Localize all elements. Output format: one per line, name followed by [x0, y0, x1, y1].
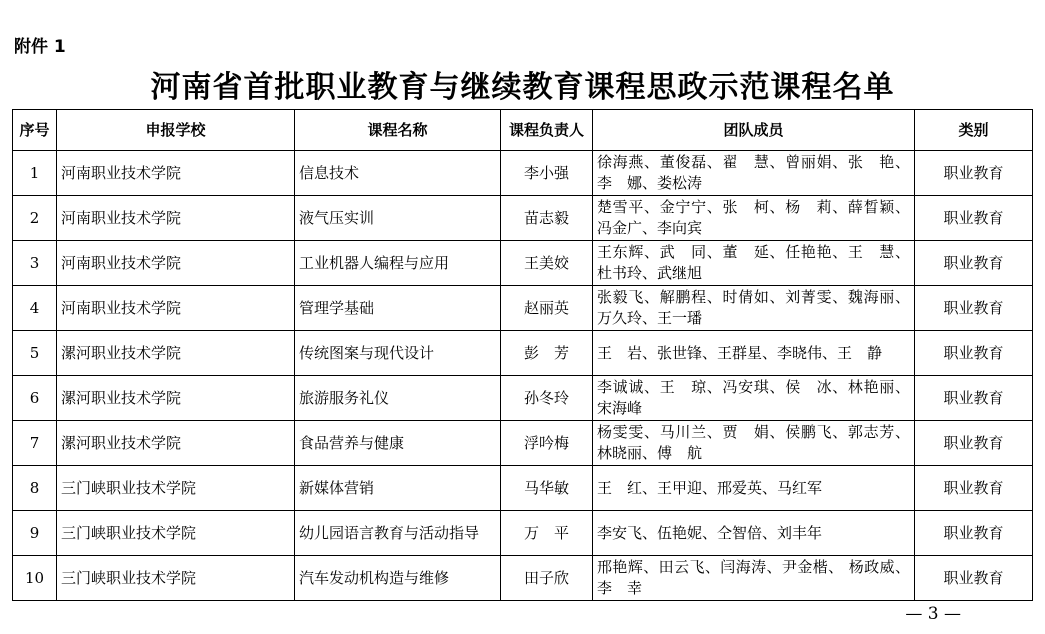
cell-leader: 马华敏	[501, 466, 593, 511]
page-number: — 3 —	[905, 604, 961, 624]
cell-seq: 7	[13, 421, 57, 466]
header-school: 申报学校	[57, 110, 295, 151]
document-title: 河南省首批职业教育与继续教育课程思政示范课程名单	[150, 70, 895, 105]
table-row	[13, 556, 1033, 601]
cell-course: 液气压实训	[295, 196, 501, 241]
cell-type: 职业教育	[915, 511, 1033, 556]
cell-school: 漯河职业技术学院	[57, 421, 295, 466]
cell-course: 旅游服务礼仪	[295, 376, 501, 421]
cell-seq: 2	[13, 196, 57, 241]
cell-leader: 孙冬玲	[501, 376, 593, 421]
table-row	[13, 151, 1033, 196]
cell-type: 职业教育	[915, 286, 1033, 331]
cell-school: 河南职业技术学院	[57, 196, 295, 241]
cell-course: 工业机器人编程与应用	[295, 241, 501, 286]
cell-leader: 苗志毅	[501, 196, 593, 241]
cell-team: 李安飞、伍艳妮、仝智倍、刘丰年	[593, 511, 915, 556]
cell-course: 新媒体营销	[295, 466, 501, 511]
cell-type: 职业教育	[915, 151, 1033, 196]
course-list-table	[12, 109, 1033, 601]
cell-course: 汽车发动机构造与维修	[295, 556, 501, 601]
cell-team: 王东辉、武 同、董 延、任艳艳、王 慧、杜书玲、武继旭	[593, 241, 915, 286]
table-row	[13, 241, 1033, 286]
cell-team: 王 红、王甲迎、邢爱英、马红军	[593, 466, 915, 511]
cell-team: 杨雯雯、马川兰、贾 娟、侯鹏飞、郭志芳、林晓丽、傅 航	[593, 421, 915, 466]
cell-team: 李诚诚、王 琼、冯安琪、侯 冰、林艳丽、宋海峰	[593, 376, 915, 421]
table-header-row	[13, 110, 1033, 151]
cell-seq: 1	[13, 151, 57, 196]
cell-school: 三门峡职业技术学院	[57, 466, 295, 511]
table-row	[13, 331, 1033, 376]
cell-course: 幼儿园语言教育与活动指导	[295, 511, 501, 556]
cell-course: 传统图案与现代设计	[295, 331, 501, 376]
cell-school: 三门峡职业技术学院	[57, 556, 295, 601]
table-row	[13, 196, 1033, 241]
cell-leader: 浮吟梅	[501, 421, 593, 466]
table-row	[13, 286, 1033, 331]
cell-course: 信息技术	[295, 151, 501, 196]
cell-seq: 3	[13, 241, 57, 286]
cell-seq: 6	[13, 376, 57, 421]
cell-type: 职业教育	[915, 421, 1033, 466]
cell-leader: 田子欣	[501, 556, 593, 601]
header-leader: 课程负责人	[501, 110, 593, 151]
cell-type: 职业教育	[915, 241, 1033, 286]
header-team: 团队成员	[593, 110, 915, 151]
cell-leader: 王美姣	[501, 241, 593, 286]
cell-school: 漯河职业技术学院	[57, 331, 295, 376]
cell-course: 食品营养与健康	[295, 421, 501, 466]
cell-school: 河南职业技术学院	[57, 151, 295, 196]
cell-seq: 8	[13, 466, 57, 511]
cell-team: 王 岩、张世锋、王群星、李晓伟、王 静	[593, 331, 915, 376]
cell-type: 职业教育	[915, 331, 1033, 376]
cell-seq: 4	[13, 286, 57, 331]
table-row	[13, 466, 1033, 511]
cell-seq: 9	[13, 511, 57, 556]
cell-course: 管理学基础	[295, 286, 501, 331]
table-row	[13, 376, 1033, 421]
cell-leader: 万 平	[501, 511, 593, 556]
cell-type: 职业教育	[915, 196, 1033, 241]
cell-type: 职业教育	[915, 556, 1033, 601]
header-course: 课程名称	[295, 110, 501, 151]
cell-type: 职业教育	[915, 376, 1033, 421]
cell-seq: 5	[13, 331, 57, 376]
cell-team: 徐海燕、董俊磊、翟 慧、曾丽娟、张 艳、李 娜、娄松涛	[593, 151, 915, 196]
cell-school: 河南职业技术学院	[57, 286, 295, 331]
table-row	[13, 511, 1033, 556]
cell-team: 楚雪平、金宁宁、张 柯、杨 莉、薛晳颖、冯金广、李向宾	[593, 196, 915, 241]
attachment-label: 附件 1	[14, 37, 66, 57]
cell-leader: 赵丽英	[501, 286, 593, 331]
cell-seq: 10	[13, 556, 57, 601]
cell-school: 漯河职业技术学院	[57, 376, 295, 421]
header-type: 类别	[915, 110, 1033, 151]
cell-leader: 彭 芳	[501, 331, 593, 376]
cell-school: 三门峡职业技术学院	[57, 511, 295, 556]
cell-leader: 李小强	[501, 151, 593, 196]
table-row	[13, 421, 1033, 466]
header-seq: 序号	[13, 110, 57, 151]
cell-team: 张毅飞、解鹏程、时倩如、刘菁雯、魏海丽、万久玲、王一璠	[593, 286, 915, 331]
cell-type: 职业教育	[915, 466, 1033, 511]
table-body	[13, 151, 1033, 601]
cell-team: 邢艳辉、田云飞、闫海涛、尹金楷、 杨政威、李 幸	[593, 556, 915, 601]
cell-school: 河南职业技术学院	[57, 241, 295, 286]
